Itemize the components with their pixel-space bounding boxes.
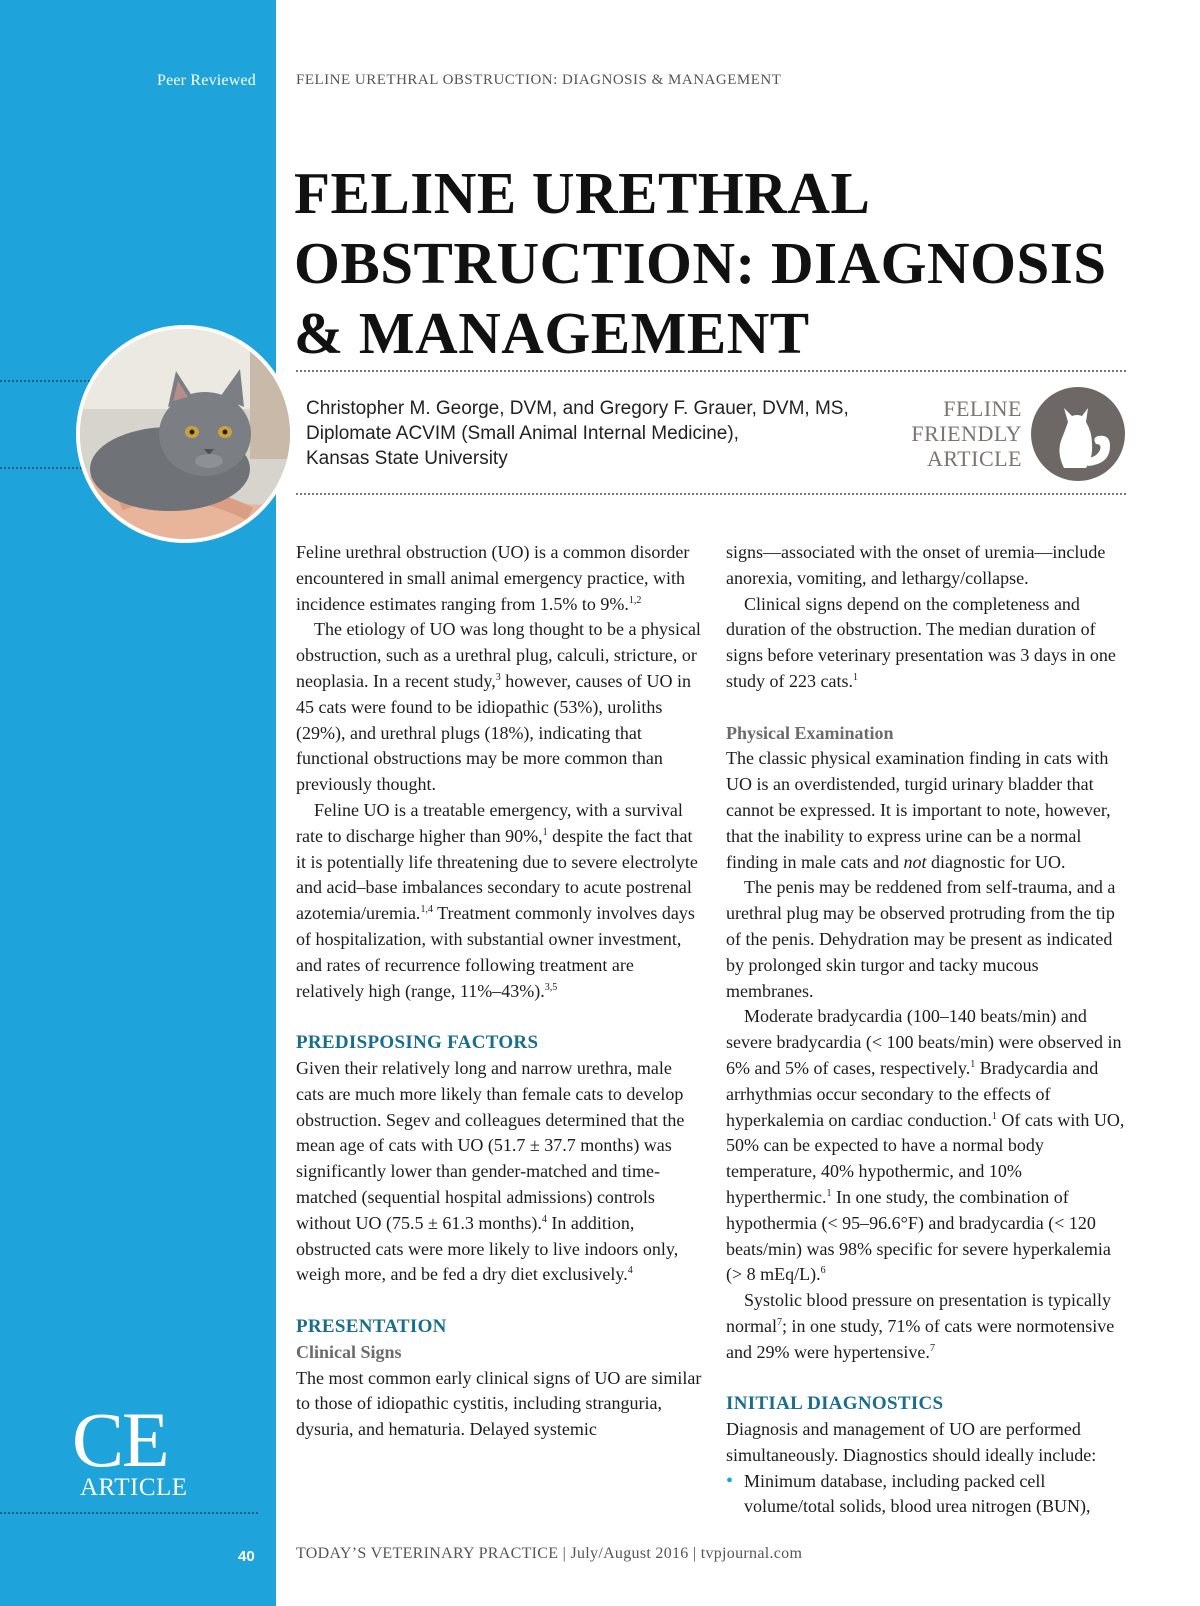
bullet-item: • Minimum database, including packed cell volume/total solids, blood urea nitrogen (BUN), bbox=[726, 1469, 1130, 1521]
running-head: FELINE URETHRAL OBSTRUCTION: DIAGNOSIS & MANAGEMENT bbox=[296, 72, 782, 88]
body-column-left bbox=[296, 540, 702, 1443]
paragraph-text: Given their relatively long and narrow urethra, male cats are much more likely than female cats to develop obstruction. Segev and colleagues determined that the mean age of cats with UO (51.7 ± 37.7 months) was significantly lower than gender-matched and time-matched (sequential hospital admissions) controls without UO (75.5 ± 61.3 months). bbox=[296, 1057, 685, 1233]
paragraph-text: Clinical signs depend on the completeness and duration of the obstruction. The median duration of signs before veterinary presentation was 3 days in one study of 223 cats. bbox=[726, 593, 1116, 691]
cat-photo-image bbox=[76, 325, 294, 543]
paragraph-text: The classic physical examination finding in cats with UO is an overdistended, turgid urinary bladder that cannot be expressed. It is important to note, however, that the inability to express urine can be a normal finding in male cats and bbox=[726, 748, 1111, 872]
title-line: OBSTRUCTION: DIAGNOSIS bbox=[294, 230, 1107, 296]
ce-label: CE bbox=[72, 1396, 168, 1483]
paragraph-text: ; in one study, 71% of cats were normotensive and 29% were hypertensive. bbox=[726, 1315, 1115, 1362]
citation-ref: 3 bbox=[495, 671, 501, 683]
body-paragraph: signs—associated with the onset of uremia—include anorexia, vomiting, and lethargy/collapse. bbox=[726, 542, 1106, 588]
body-paragraph bbox=[726, 1004, 1130, 1288]
feline-friendly-badge-text bbox=[902, 396, 1022, 471]
paragraph-text: Bradycardia and arrhythmias occur secondary to the effects of hyperkalemia on cardiac conduction. bbox=[726, 1057, 1099, 1130]
body-paragraph bbox=[726, 1288, 1130, 1365]
body-paragraph bbox=[296, 1056, 702, 1288]
feline-friendly-cat-icon bbox=[1030, 386, 1126, 482]
paragraph-text: Feline UO is a treatable emergency, with a survival rate to discharge higher than 90%, bbox=[296, 799, 683, 846]
section-heading-presentation: PRESENTATION bbox=[296, 1315, 447, 1337]
body-paragraph bbox=[296, 540, 702, 617]
author-line: Christopher M. George, DVM, and Gregory F. Grauer, DVM, MS, bbox=[306, 398, 849, 419]
section-heading-predisposing-factors: PREDISPOSING FACTORS bbox=[296, 1032, 539, 1054]
sidebar-divider bbox=[0, 1512, 258, 1514]
paragraph-text: however, causes of UO in 45 cats were found to be idiopathic (53%), uroliths (29%), and urethral plugs (18%), indicating that functional obstructions may be more common than previously thought. bbox=[296, 670, 691, 795]
author-line: Diplomate ACVIM (Small Animal Internal Medicine), bbox=[306, 423, 739, 444]
body-paragraph bbox=[296, 798, 702, 1004]
body-paragraph bbox=[726, 746, 1130, 875]
ce-article-label: ARTICLE bbox=[80, 1474, 188, 1501]
citation-ref: 6 bbox=[820, 1265, 826, 1277]
cat-illustration-icon bbox=[80, 329, 290, 539]
sidebar-band bbox=[0, 0, 276, 1606]
citation-ref: 1 bbox=[826, 1187, 832, 1199]
body-paragraph: The most common early clinical signs of UO are similar to those of idiopathic cystitis, including stranguria, dysuria, and hematuria. Delayed systemic bbox=[296, 1367, 702, 1440]
body-paragraph: The penis may be reddened from self-trauma, and a urethral plug may be observed protruding from the tip of the penis. Dehydration may be present as indicated by prolonged skin turgor and tacky mucous membranes. bbox=[726, 877, 1116, 1001]
citation-ref: 3,5 bbox=[544, 981, 558, 993]
ce-article-mark bbox=[72, 1396, 188, 1501]
badge-line: FELINE bbox=[943, 396, 1022, 421]
subheading-physical-examination: Physical Examination bbox=[726, 722, 894, 743]
page-footer: TODAY’S VETERINARY PRACTICE | July/August 2016 | tvpjournal.com bbox=[296, 1545, 803, 1562]
citation-ref: 1 bbox=[991, 1110, 997, 1122]
title-line: & MANAGEMENT bbox=[294, 300, 810, 366]
citation-ref: 4 bbox=[627, 1265, 633, 1277]
paragraph-text: despite the fact that it is potentially life threatening due to severe electrolyte and acid–base imbalances secondary to acute postrenal azotemia/uremia. bbox=[296, 825, 698, 924]
body-paragraph bbox=[296, 617, 702, 798]
section-heading-initial-diagnostics: INITIAL DIAGNOSTICS bbox=[726, 1393, 944, 1415]
body-column-right bbox=[726, 540, 1130, 1520]
title-divider bbox=[296, 370, 1126, 372]
badge-line: ARTICLE bbox=[926, 446, 1022, 471]
body-paragraph bbox=[726, 592, 1130, 695]
byline-divider bbox=[296, 493, 1126, 495]
paragraph-text: Of cats with UO, 50% can be expected to have a normal body temperature, 40% hypothermic, and 10% hyperthermic. bbox=[726, 1109, 1125, 1207]
subheading-clinical-signs: Clinical Signs bbox=[296, 1341, 402, 1362]
citation-ref: 1 bbox=[970, 1058, 976, 1070]
badge-line: FRIENDLY bbox=[911, 421, 1022, 446]
citation-ref: 4 bbox=[541, 1213, 547, 1225]
article-title bbox=[294, 158, 1174, 368]
paragraph-text: The etiology of UO was long thought to be a physical obstruction, such as a urethral plug, calculi, stricture, or neoplasia. In a recent study, bbox=[296, 619, 701, 691]
peer-reviewed-label: Peer Reviewed bbox=[156, 72, 256, 89]
paragraph-text: Treatment commonly involves days of hospitalization, with substantial owner investment, and rates of recurrence following treatment are relatively high (range, 11%–43%). bbox=[296, 903, 695, 1001]
citation-ref: 1,2 bbox=[628, 594, 642, 606]
citation-ref: 1,4 bbox=[420, 904, 433, 916]
emphasis-text: not bbox=[903, 851, 927, 872]
body-paragraph: Diagnosis and management of UO are performed simultaneously. Diagnostics should ideally include: bbox=[726, 1419, 1097, 1465]
author-line: Kansas State University bbox=[306, 448, 508, 469]
paragraph-text: Feline urethral obstruction (UO) is a common disorder encountered in small animal emergency practice, with incidence estimates ranging from 1.5% to 9%. bbox=[296, 542, 690, 614]
paragraph-text: diagnostic for UO. bbox=[926, 851, 1066, 872]
author-byline bbox=[306, 396, 906, 471]
title-line: FELINE URETHRAL bbox=[294, 160, 871, 226]
citation-ref: 1 bbox=[542, 826, 548, 838]
citation-ref: 7 bbox=[777, 1316, 782, 1328]
paragraph-text: In one study, the combination of hypothermia (< 95–96.6°F) and bradycardia (< 120 beats/min) was 98% specific for severe hyperkalemia (> 8 mEq/L). bbox=[726, 1186, 1111, 1285]
paragraph-text: Systolic blood pressure on presentation is typically normal bbox=[726, 1290, 1111, 1336]
page-number: 40 bbox=[238, 1548, 255, 1565]
citation-ref: 1 bbox=[852, 671, 858, 683]
paragraph-text: In addition, obstructed cats were more likely to live indoors only, weigh more, and be fed a dry diet exclusively. bbox=[296, 1212, 679, 1285]
paragraph-text: Moderate bradycardia (100–140 beats/min) and severe bradycardia (< 100 beats/min) were observed in 6% and 5% of cases, respectively. bbox=[726, 1006, 1122, 1078]
citation-ref: 7 bbox=[929, 1342, 935, 1354]
